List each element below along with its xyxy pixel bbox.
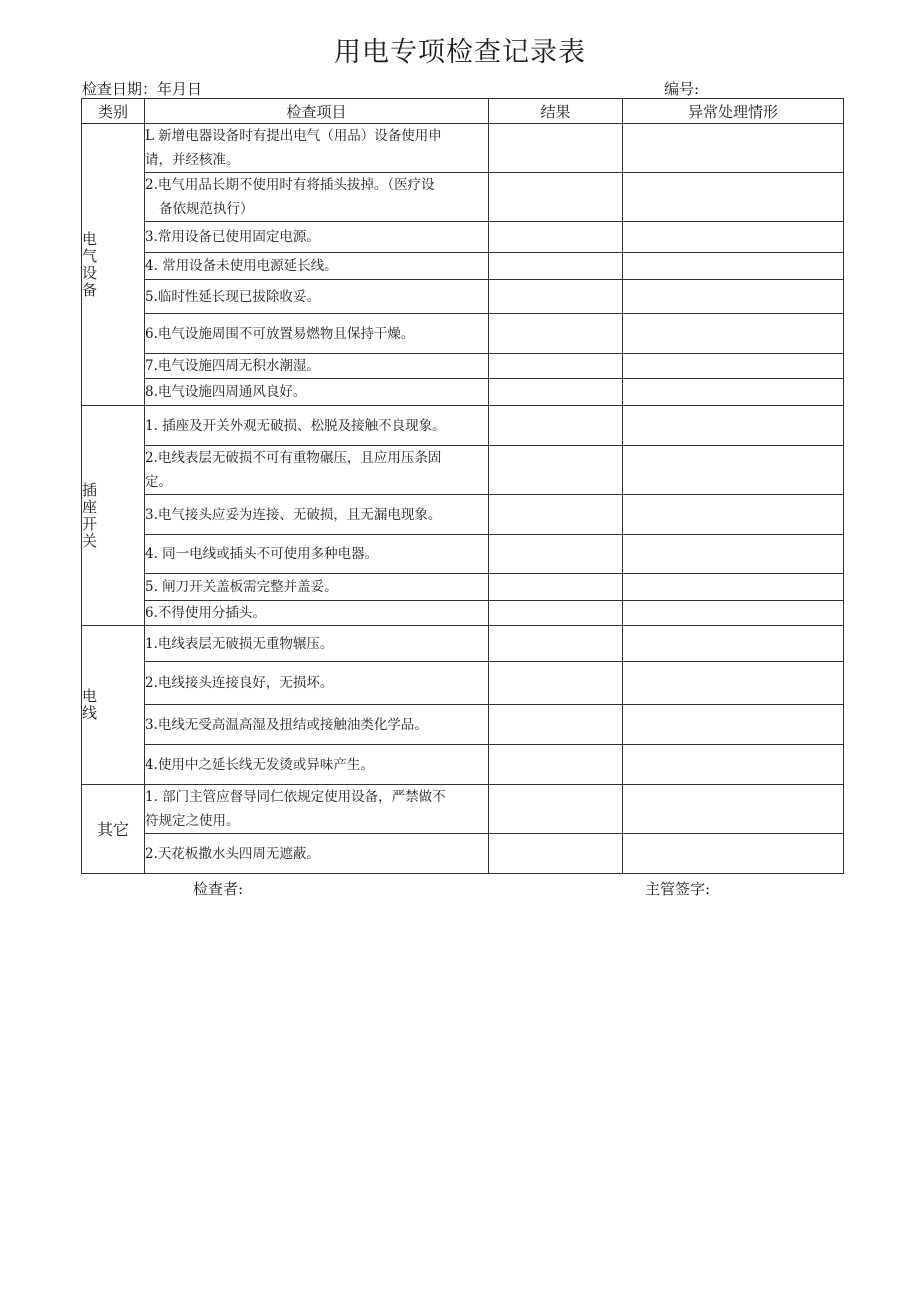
table-row <box>82 834 844 874</box>
column-header-handling: 异常处理情形 <box>623 99 844 124</box>
table-row <box>82 253 844 280</box>
handling-cell[interactable] <box>623 535 844 574</box>
check-item: 4. 同一电线或插头不可使用多种电器。 <box>145 535 489 574</box>
check-item: L 新增电器设备时有提出电气（用品）设备使用申 请，并经核准。 <box>145 124 489 173</box>
check-item: 1.电线表层无破损无重物辗压。 <box>145 626 489 662</box>
table-row <box>82 406 844 446</box>
result-cell[interactable] <box>489 785 623 834</box>
result-cell[interactable] <box>489 601 623 626</box>
check-item: 3.电线无受高温高湿及扭结或接触油类化学品。 <box>145 705 489 745</box>
handling-cell[interactable] <box>623 601 844 626</box>
result-cell[interactable] <box>489 314 623 354</box>
check-item: 7.电气设施四周无积水潮湿。 <box>145 354 489 379</box>
table-row <box>82 354 844 379</box>
check-item: 2.天花板撒水头四周无遮蔽。 <box>145 834 489 874</box>
check-item: 2.电线表层无破损不可有重物碾压，且应用压条固 定。 <box>145 446 489 495</box>
check-item: 3.电气接头应妥为连接、无破损，且无漏电现象。 <box>145 495 489 535</box>
check-item: 2.电气用品长期不使用时有将插头拔掉。（医疗设 备依规范执行） <box>145 173 489 222</box>
table-row <box>82 446 844 495</box>
table-row <box>82 314 844 354</box>
table-header-row <box>82 99 844 124</box>
result-cell[interactable] <box>489 124 623 173</box>
handling-cell[interactable] <box>623 124 844 173</box>
table-row <box>82 662 844 705</box>
category-electrical-equipment: 电 气 设 备 <box>82 124 145 406</box>
handling-cell[interactable] <box>623 354 844 379</box>
category-other: 其它 <box>82 785 145 874</box>
check-item: 5.临时性延长现已拔除收妥。 <box>145 280 489 314</box>
handling-cell[interactable] <box>623 280 844 314</box>
handling-cell[interactable] <box>623 173 844 222</box>
table-row <box>82 173 844 222</box>
handling-cell[interactable] <box>623 785 844 834</box>
category-wire: 电 线 <box>82 626 145 785</box>
handling-cell[interactable] <box>623 379 844 406</box>
result-cell[interactable] <box>489 834 623 874</box>
handling-cell[interactable] <box>623 222 844 253</box>
check-item: 1. 部门主管应督导同仁依规定使用设备，严禁做不 符规定之使用。 <box>145 785 489 834</box>
check-item: 2.电线接头连接良好，无损坏。 <box>145 662 489 705</box>
table-row <box>82 745 844 785</box>
result-cell[interactable] <box>489 626 623 662</box>
table-row <box>82 785 844 834</box>
check-item: 3.常用设备已使用固定电源。 <box>145 222 489 253</box>
result-cell[interactable] <box>489 406 623 446</box>
inspection-date-label: 检查日期：年月日 <box>82 80 203 98</box>
table-row <box>82 574 844 601</box>
result-cell[interactable] <box>489 745 623 785</box>
result-cell[interactable] <box>489 222 623 253</box>
supervisor-signature-label: 主管签字: <box>645 880 711 898</box>
check-item: 1. 插座及开关外观无破损、松脱及接触不良现象。 <box>145 406 489 446</box>
handling-cell[interactable] <box>623 705 844 745</box>
handling-cell[interactable] <box>623 406 844 446</box>
column-header-category: 类别 <box>82 99 145 124</box>
check-item: 8.电气设施四周通风良好。 <box>145 379 489 406</box>
handling-cell[interactable] <box>623 834 844 874</box>
table-row <box>82 535 844 574</box>
result-cell[interactable] <box>489 662 623 705</box>
handling-cell[interactable] <box>623 314 844 354</box>
result-cell[interactable] <box>489 354 623 379</box>
result-cell[interactable] <box>489 705 623 745</box>
handling-cell[interactable] <box>623 662 844 705</box>
handling-cell[interactable] <box>623 495 844 535</box>
result-cell[interactable] <box>489 379 623 406</box>
table-row <box>82 626 844 662</box>
result-cell[interactable] <box>489 253 623 280</box>
table-row <box>82 705 844 745</box>
handling-cell[interactable] <box>623 574 844 601</box>
form-title: 用电专项检查记录表 <box>334 37 586 68</box>
column-header-result: 结果 <box>489 99 623 124</box>
table-row <box>82 280 844 314</box>
table-row <box>82 495 844 535</box>
result-cell[interactable] <box>489 173 623 222</box>
check-item: 6.不得使用分插头。 <box>145 601 489 626</box>
handling-cell[interactable] <box>623 446 844 495</box>
category-socket-switch: 插 座 开 关 <box>82 406 145 626</box>
result-cell[interactable] <box>489 446 623 495</box>
handling-cell[interactable] <box>623 745 844 785</box>
inspector-label: 检查者: <box>193 880 244 898</box>
check-item: 4. 常用设备未使用电源延长线。 <box>145 253 489 280</box>
serial-number-label: 编号: <box>664 80 700 98</box>
result-cell[interactable] <box>489 535 623 574</box>
result-cell[interactable] <box>489 574 623 601</box>
handling-cell[interactable] <box>623 253 844 280</box>
check-item: 4.使用中之延长线无发烫或异味产生。 <box>145 745 489 785</box>
check-item: 5. 闸刀开关盖板需完整并盖妥。 <box>145 574 489 601</box>
result-cell[interactable] <box>489 495 623 535</box>
table-row <box>82 222 844 253</box>
handling-cell[interactable] <box>623 626 844 662</box>
table-row <box>82 124 844 173</box>
table-row <box>82 601 844 626</box>
inspection-table <box>81 98 844 874</box>
table-row <box>82 379 844 406</box>
check-item: 6.电气设施周围不可放置易燃物且保持干燥。 <box>145 314 489 354</box>
column-header-item: 检查项目 <box>145 99 489 124</box>
result-cell[interactable] <box>489 280 623 314</box>
